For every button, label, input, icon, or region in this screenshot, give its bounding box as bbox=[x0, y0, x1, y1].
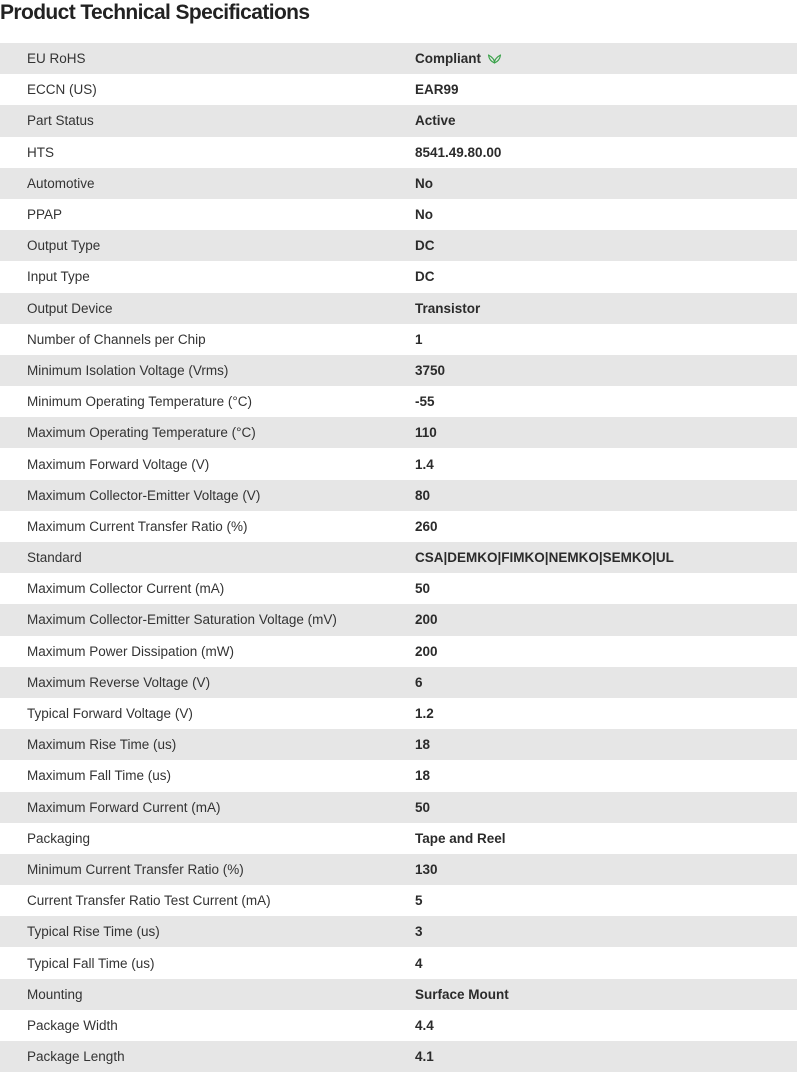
spec-row bbox=[0, 448, 797, 479]
spec-row bbox=[0, 43, 797, 74]
spec-row bbox=[0, 230, 797, 261]
spec-label: Input Type bbox=[0, 261, 415, 292]
spec-value bbox=[415, 947, 797, 978]
spec-label: Package Width bbox=[0, 1010, 415, 1041]
spec-row bbox=[0, 979, 797, 1010]
spec-label: Maximum Collector Current (mA) bbox=[0, 573, 415, 604]
spec-label: Output Device bbox=[0, 293, 415, 324]
spec-value-text: No bbox=[415, 207, 433, 223]
spec-value-text: CSA|DEMKO|FIMKO|NEMKO|SEMKO|UL bbox=[415, 550, 674, 566]
spec-label: ECCN (US) bbox=[0, 74, 415, 105]
spec-row bbox=[0, 511, 797, 542]
spec-label: Maximum Reverse Voltage (V) bbox=[0, 667, 415, 698]
spec-value bbox=[415, 792, 797, 823]
spec-value bbox=[415, 542, 797, 573]
spec-row bbox=[0, 760, 797, 791]
spec-value-text: Surface Mount bbox=[415, 986, 509, 1002]
spec-row bbox=[0, 386, 797, 417]
spec-value-text: 4 bbox=[415, 955, 423, 971]
spec-value bbox=[415, 448, 797, 479]
spec-value bbox=[415, 105, 797, 136]
spec-value bbox=[415, 604, 797, 635]
spec-value-text: 200 bbox=[415, 643, 438, 659]
spec-label: Maximum Current Transfer Ratio (%) bbox=[0, 511, 415, 542]
spec-value-text: 18 bbox=[415, 768, 431, 784]
spec-value bbox=[415, 293, 797, 324]
spec-label: PPAP bbox=[0, 199, 415, 230]
leaf-icon bbox=[487, 52, 502, 63]
spec-row bbox=[0, 293, 797, 324]
spec-label: Standard bbox=[0, 542, 415, 573]
spec-value bbox=[415, 137, 797, 168]
spec-value bbox=[415, 916, 797, 947]
spec-row bbox=[0, 885, 797, 916]
spec-label: Number of Channels per Chip bbox=[0, 324, 415, 355]
spec-value-text: 130 bbox=[415, 861, 438, 877]
spec-label: Maximum Fall Time (us) bbox=[0, 760, 415, 791]
spec-row bbox=[0, 604, 797, 635]
spec-label: Maximum Forward Current (mA) bbox=[0, 792, 415, 823]
spec-value bbox=[415, 74, 797, 105]
spec-label: Minimum Isolation Voltage (Vrms) bbox=[0, 355, 415, 386]
spec-table-body bbox=[0, 43, 797, 1072]
spec-value-text: 8541.49.80.00 bbox=[415, 144, 502, 160]
spec-value bbox=[415, 199, 797, 230]
spec-row bbox=[0, 261, 797, 292]
spec-label: Part Status bbox=[0, 105, 415, 136]
spec-value bbox=[415, 168, 797, 199]
spec-value-text: DC bbox=[415, 269, 435, 285]
spec-label: Typical Fall Time (us) bbox=[0, 947, 415, 978]
spec-value-text: 260 bbox=[415, 518, 438, 534]
spec-value-text: 1.4 bbox=[415, 456, 434, 472]
spec-value-text: 50 bbox=[415, 799, 431, 815]
spec-row bbox=[0, 168, 797, 199]
spec-value-text: EAR99 bbox=[415, 82, 459, 98]
spec-value bbox=[415, 698, 797, 729]
spec-label: Maximum Operating Temperature (°C) bbox=[0, 417, 415, 448]
spec-value bbox=[415, 1010, 797, 1041]
spec-row bbox=[0, 698, 797, 729]
spec-value-text: Tape and Reel bbox=[415, 830, 506, 846]
spec-row bbox=[0, 74, 797, 105]
spec-label: Current Transfer Ratio Test Current (mA) bbox=[0, 885, 415, 916]
spec-row bbox=[0, 667, 797, 698]
spec-label: Maximum Forward Voltage (V) bbox=[0, 448, 415, 479]
spec-value bbox=[415, 324, 797, 355]
spec-value bbox=[415, 823, 797, 854]
spec-row bbox=[0, 355, 797, 386]
spec-value bbox=[415, 386, 797, 417]
spec-label: EU RoHS bbox=[0, 43, 415, 74]
spec-value-text: No bbox=[415, 175, 433, 191]
spec-value-text: 5 bbox=[415, 893, 423, 909]
spec-row bbox=[0, 854, 797, 885]
spec-value bbox=[415, 261, 797, 292]
spec-row bbox=[0, 324, 797, 355]
spec-row bbox=[0, 137, 797, 168]
spec-label: Package Length bbox=[0, 1041, 415, 1072]
spec-row bbox=[0, 823, 797, 854]
spec-value-text: DC bbox=[415, 238, 435, 254]
spec-row bbox=[0, 480, 797, 511]
spec-value bbox=[415, 760, 797, 791]
spec-row bbox=[0, 542, 797, 573]
spec-row bbox=[0, 105, 797, 136]
spec-value bbox=[415, 417, 797, 448]
spec-label: Typical Rise Time (us) bbox=[0, 916, 415, 947]
spec-label: Minimum Operating Temperature (°C) bbox=[0, 386, 415, 417]
spec-value-text: Active bbox=[415, 113, 456, 129]
spec-value bbox=[415, 230, 797, 261]
spec-value-text: 3750 bbox=[415, 362, 446, 378]
spec-row bbox=[0, 636, 797, 667]
spec-value bbox=[415, 885, 797, 916]
spec-value bbox=[415, 729, 797, 760]
page-title: Product Technical Specifications bbox=[0, 1, 310, 24]
spec-table bbox=[0, 43, 797, 1072]
spec-label: Mounting bbox=[0, 979, 415, 1010]
spec-value-text: 4.4 bbox=[415, 1017, 434, 1033]
spec-row bbox=[0, 199, 797, 230]
spec-value-text: 110 bbox=[415, 425, 437, 441]
spec-value bbox=[415, 979, 797, 1010]
spec-value bbox=[415, 1041, 797, 1072]
spec-label: Maximum Rise Time (us) bbox=[0, 729, 415, 760]
spec-row bbox=[0, 1041, 797, 1072]
spec-label: Maximum Power Dissipation (mW) bbox=[0, 636, 415, 667]
spec-row bbox=[0, 916, 797, 947]
spec-value bbox=[415, 667, 797, 698]
spec-value bbox=[415, 636, 797, 667]
spec-value-text: 3 bbox=[415, 924, 423, 940]
spec-value-text: 200 bbox=[415, 612, 438, 628]
spec-label: Output Type bbox=[0, 230, 415, 261]
spec-row bbox=[0, 1010, 797, 1041]
spec-row bbox=[0, 573, 797, 604]
spec-row bbox=[0, 792, 797, 823]
spec-value-text: 18 bbox=[415, 737, 431, 753]
spec-value bbox=[415, 573, 797, 604]
spec-label: Maximum Collector-Emitter Saturation Voltage (mV) bbox=[0, 604, 415, 635]
spec-row bbox=[0, 729, 797, 760]
spec-value-text: 4.1 bbox=[415, 1049, 434, 1065]
spec-value-text: 50 bbox=[415, 581, 431, 597]
spec-value-text: 1.2 bbox=[415, 706, 434, 722]
spec-label: Packaging bbox=[0, 823, 415, 854]
spec-value bbox=[415, 43, 797, 74]
spec-value-text: -55 bbox=[415, 394, 435, 410]
spec-value bbox=[415, 480, 797, 511]
spec-label: HTS bbox=[0, 137, 415, 168]
spec-value-text: 6 bbox=[415, 674, 423, 690]
spec-label: Automotive bbox=[0, 168, 415, 199]
spec-label: Minimum Current Transfer Ratio (%) bbox=[0, 854, 415, 885]
spec-value bbox=[415, 511, 797, 542]
spec-value-text: 80 bbox=[415, 487, 431, 503]
spec-label: Typical Forward Voltage (V) bbox=[0, 698, 415, 729]
spec-row bbox=[0, 417, 797, 448]
spec-row bbox=[0, 947, 797, 978]
spec-value bbox=[415, 355, 797, 386]
spec-value-text: Compliant bbox=[415, 51, 481, 67]
spec-value bbox=[415, 854, 797, 885]
spec-label: Maximum Collector-Emitter Voltage (V) bbox=[0, 480, 415, 511]
spec-value-text: Transistor bbox=[415, 300, 481, 316]
spec-value-text: 1 bbox=[415, 331, 423, 347]
